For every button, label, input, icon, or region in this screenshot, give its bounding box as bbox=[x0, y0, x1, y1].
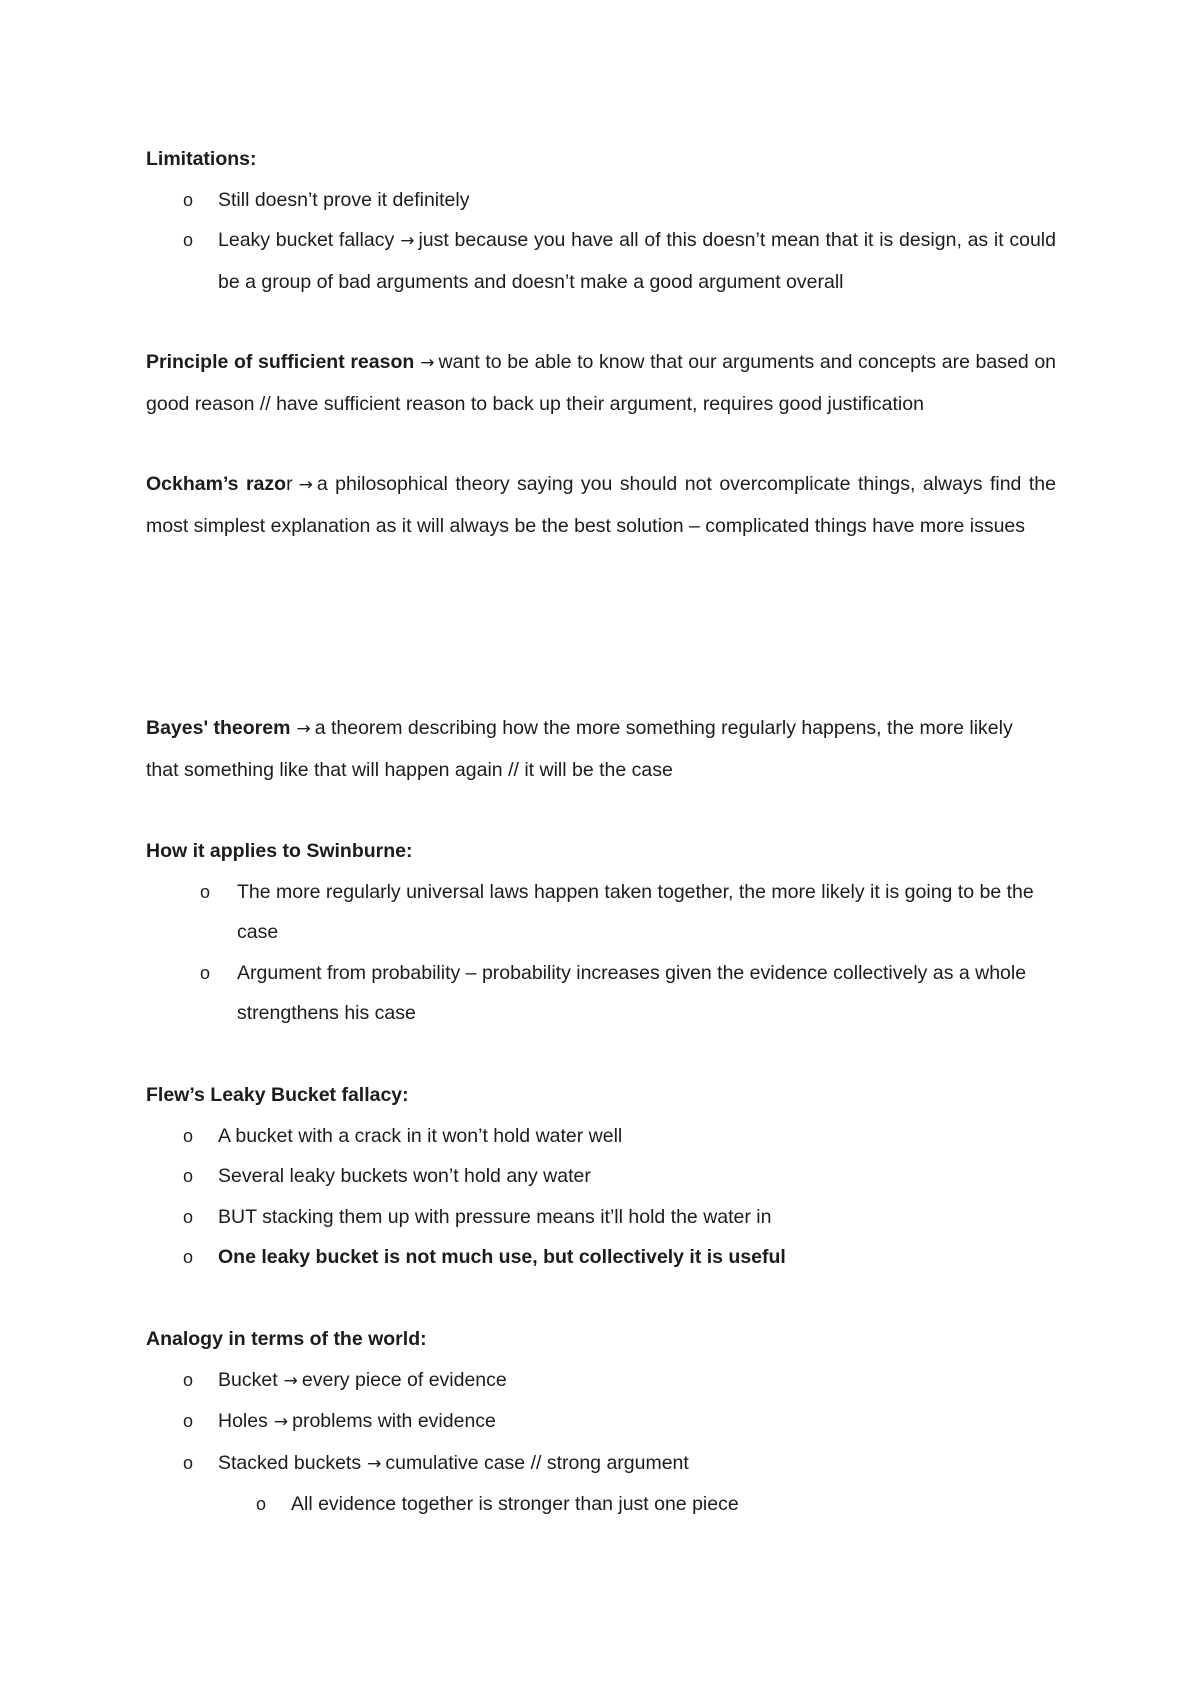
bullet-marker: o bbox=[183, 1452, 194, 1473]
list-item bbox=[146, 1156, 1056, 1197]
swinburne-heading: How it applies to Swinburne: bbox=[146, 840, 413, 862]
limitations-heading: Limitations: bbox=[146, 148, 257, 170]
list-item-text: problems with evidence bbox=[292, 1410, 496, 1433]
analogy-sublist bbox=[146, 1484, 1056, 1525]
definition-text: a philosophical theory saying you should not overcomplicate things, always find the most simplest explanation as it will always be the best solution – complicated things have more issues bbox=[146, 473, 1056, 537]
list-item-term: Stacked buckets bbox=[218, 1451, 362, 1474]
arrow-icon: → bbox=[400, 231, 415, 252]
term-label-tail: r bbox=[286, 473, 293, 495]
list-item bbox=[146, 953, 1056, 1034]
arrow-icon: → bbox=[298, 475, 313, 495]
bayes-paragraph bbox=[146, 708, 1026, 790]
analogy-heading: Analogy in terms of the world: bbox=[146, 1328, 427, 1350]
swinburne-list bbox=[146, 872, 1056, 1034]
list-item bbox=[146, 1484, 1056, 1525]
flew-heading: Flew’s Leaky Bucket fallacy: bbox=[146, 1084, 409, 1106]
limitations-section bbox=[146, 139, 1056, 302]
term-label: Bayes' theorem bbox=[146, 717, 291, 739]
arrow-icon: → bbox=[367, 1453, 382, 1474]
bullet-marker: o bbox=[183, 1206, 194, 1227]
list-item-text: every piece of evidence bbox=[301, 1368, 507, 1391]
list-item-text: BUT stacking them up with pressure means it’ll hold the water in bbox=[218, 1205, 772, 1228]
bullet-marker: o bbox=[200, 962, 211, 983]
list-item-text: Several leaky buckets won’t hold any water bbox=[218, 1165, 591, 1188]
list-item bbox=[146, 872, 1056, 953]
bullet-marker: o bbox=[183, 230, 194, 251]
list-item-text: cumulative case // strong argument bbox=[385, 1451, 689, 1474]
list-item-term: Bucket bbox=[218, 1368, 278, 1391]
list-item-text: Still doesn’t prove it definitely bbox=[218, 188, 470, 211]
analogy-section bbox=[146, 1319, 1056, 1525]
list-item bbox=[146, 1116, 1056, 1157]
ockham-paragraph bbox=[146, 464, 1056, 546]
list-item-text: A bucket with a crack in it won’t hold water well bbox=[218, 1124, 623, 1147]
arrow-icon: → bbox=[273, 1412, 289, 1433]
analogy-list bbox=[146, 1360, 1056, 1485]
list-item bbox=[146, 1197, 1056, 1238]
list-item bbox=[146, 1237, 1056, 1278]
list-item bbox=[146, 220, 1056, 302]
definition-text: a theorem describing how the more something regularly happens, the more likely that something like that will happen again // it will be the case bbox=[146, 717, 1013, 781]
definition-text: want to be able to know that our arguments and concepts are based on good reason // have sufficient reason to back up their argument, requires good justification bbox=[146, 351, 1057, 415]
list-item bbox=[146, 180, 1056, 221]
term-label: Principle of sufficient reason bbox=[146, 351, 415, 373]
list-item bbox=[146, 1401, 1056, 1443]
list-item-text: Argument from probability – probability increases given the evidence collectively as a whole strengthens his case bbox=[237, 961, 1027, 1025]
list-item-text: The more regularly universal laws happen taken together, the more likely it is going to be the case bbox=[237, 880, 1034, 944]
arrow-icon: → bbox=[283, 1370, 298, 1391]
bullet-marker: o bbox=[200, 881, 211, 902]
limitations-list bbox=[146, 180, 1056, 303]
list-item-text: One leaky bucket is not much use, but collectively it is useful bbox=[218, 1246, 786, 1269]
list-item-term: Holes bbox=[218, 1410, 268, 1433]
swinburne-section bbox=[146, 831, 1056, 1034]
term-label: Ockham’s razo bbox=[146, 473, 287, 495]
bullet-marker: o bbox=[183, 1166, 194, 1187]
list-item-text: All evidence together is stronger than just one piece bbox=[291, 1493, 739, 1516]
list-item bbox=[146, 1443, 1056, 1485]
flew-section bbox=[146, 1075, 1056, 1278]
bullet-marker: o bbox=[183, 1369, 194, 1390]
bullet-marker: o bbox=[183, 1411, 194, 1432]
sufficient-reason-paragraph bbox=[146, 342, 1056, 424]
flew-list bbox=[146, 1116, 1056, 1278]
bullet-marker: o bbox=[183, 189, 194, 210]
bullet-marker: o bbox=[183, 1247, 194, 1268]
list-item-term: Leaky bucket fallacy bbox=[218, 229, 395, 252]
list-item-text: just because you have all of this doesn’t mean that it is design, as it could be a group of bad arguments and doesn’t make a good argument overall bbox=[218, 229, 1056, 293]
arrow-icon: → bbox=[296, 719, 311, 739]
bullet-marker: o bbox=[256, 1494, 267, 1515]
arrow-icon: → bbox=[420, 353, 435, 373]
bullet-marker: o bbox=[183, 1125, 194, 1146]
list-item bbox=[146, 1360, 1056, 1402]
